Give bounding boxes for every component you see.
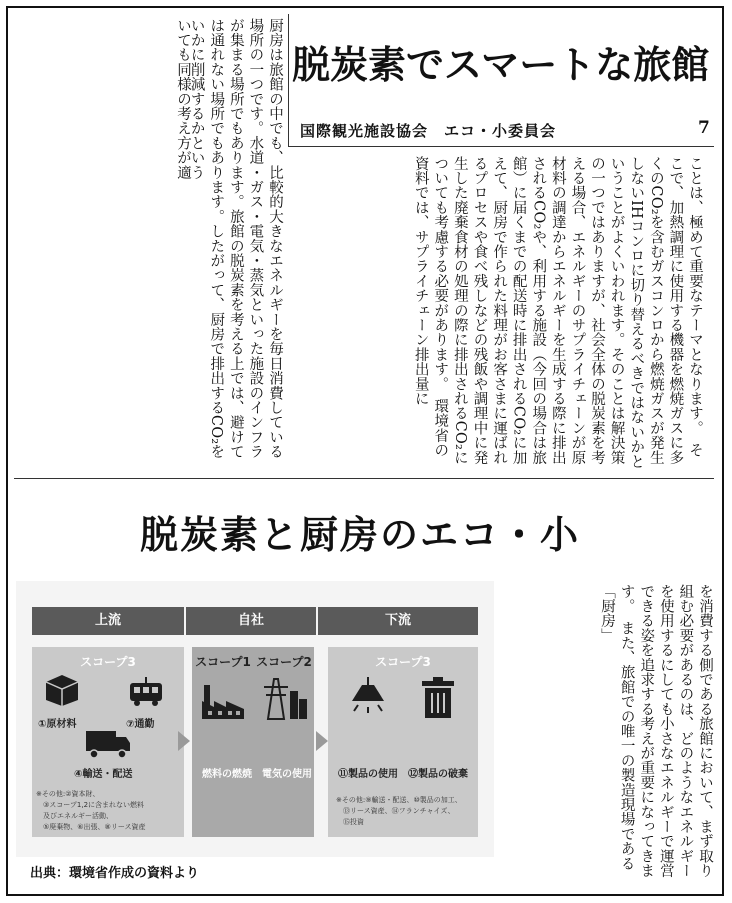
box-icon: [44, 673, 80, 707]
truck-icon: [84, 729, 132, 759]
header-own-company: 自社: [186, 607, 316, 635]
factory-icon: [200, 681, 246, 721]
electricity-use-label: 電気の使用: [262, 769, 312, 780]
arrow-right-icon: [178, 731, 190, 751]
article-subtitle: 脱炭素と厨房のエコ・小: [140, 512, 581, 557]
note-upstream: ※その他:②資本財、 ③スコープ1,2に含まれない燃料 及びエネルギー活動、 ⑤廃棄物、⑥出張、⑧リース資産: [36, 790, 146, 831]
power-tower-icon: [260, 677, 308, 721]
scope-diagram: [16, 581, 494, 857]
scope3-downstream-label: スコープ3: [375, 655, 431, 669]
source-credit: 出典：環境省作成の資料より: [30, 866, 200, 881]
article-column-far-left: いても同様の考え方が適: [175, 18, 191, 180]
commute-label: ⑦通勤: [126, 719, 155, 730]
product-use-label: ⑪製品の使用: [338, 769, 398, 780]
article-column-left: 厨房は旅館の中でも、比較的大きなエネルギーを毎日消費している場所の一つです。水道・ガス・電気・蒸気といった施設のインフラが集まる場所でもあります。旅館の脱炭素を考える上では、避けては通れない場所でもあります。したがって、厨房で排出するCO₂をいかに削減するかという: [188, 18, 283, 459]
band-own: [192, 647, 314, 837]
title-side-rule: [288, 14, 289, 146]
train-icon: [128, 677, 164, 707]
article-column-bottom: を消費する側である旅館において、まず取り組む必要があるのは、どのようなエネルギーを使用するにしても小さなエネルギーで運営できる姿を追求する考えが重要になってきます。 また、旅館での唯一の製造現場である「厨房」: [599, 584, 713, 878]
article-column-middle: ことは、極めて重要なテーマとなります。 そこで、加熱調理に使用する機器を燃焼ガスに多くのCO₂を含むガスコンロから燃焼ガスが発生しないIHコンロに切り替えるべきではないかということがよくいわれます。そのことは解決策の一つではありますが、社会全体の脱炭素を考える場合、エネルギーのサプライチェーンが原材料の調達からエネルギーを生成する際に排出されるCO₂や、利用する施設（今回の場合は旅館）に届くまでの配送時に排出されるCO₂に加えて、厨房で作られた料理がお客さまに運ばれるプロセスや食べ残しなどの残飯や調理中に発生した廃棄食材の処理の際に排出されるCO₂についても考慮する必要があります。 環境省の資料では、サプライチェーン排出量に: [412, 156, 703, 469]
title-rule: [288, 146, 714, 147]
trash-icon: [420, 677, 456, 721]
note-downstream: ※その他:⑨輸送・配送、⑩製品の加工、 ⑬リース資産、⑭フランチャイズ、 ⑮投資: [336, 796, 462, 826]
lamp-icon: [348, 677, 388, 721]
product-disposal-label: ⑫製品の破棄: [408, 769, 468, 780]
scope3-upstream-label: スコープ3: [80, 655, 136, 669]
article-title: 脱炭素でスマートな旅館: [292, 43, 710, 87]
series-number: 7: [698, 118, 710, 138]
arrow-right-icon: [316, 731, 328, 751]
header-upstream: 上流: [32, 607, 184, 635]
header-downstream: 下流: [318, 607, 478, 635]
transport-label: ④輸送・配送: [74, 769, 133, 780]
fuel-combustion-label: 燃料の燃焼: [202, 769, 252, 780]
raw-materials-label: ①原材料: [38, 719, 77, 730]
scope1-label: スコープ1: [195, 655, 251, 669]
scope2-label: スコープ2: [256, 655, 312, 669]
section-rule: [14, 478, 714, 479]
organization-name: 国際観光施設協会 エコ・小委員会: [300, 122, 557, 140]
